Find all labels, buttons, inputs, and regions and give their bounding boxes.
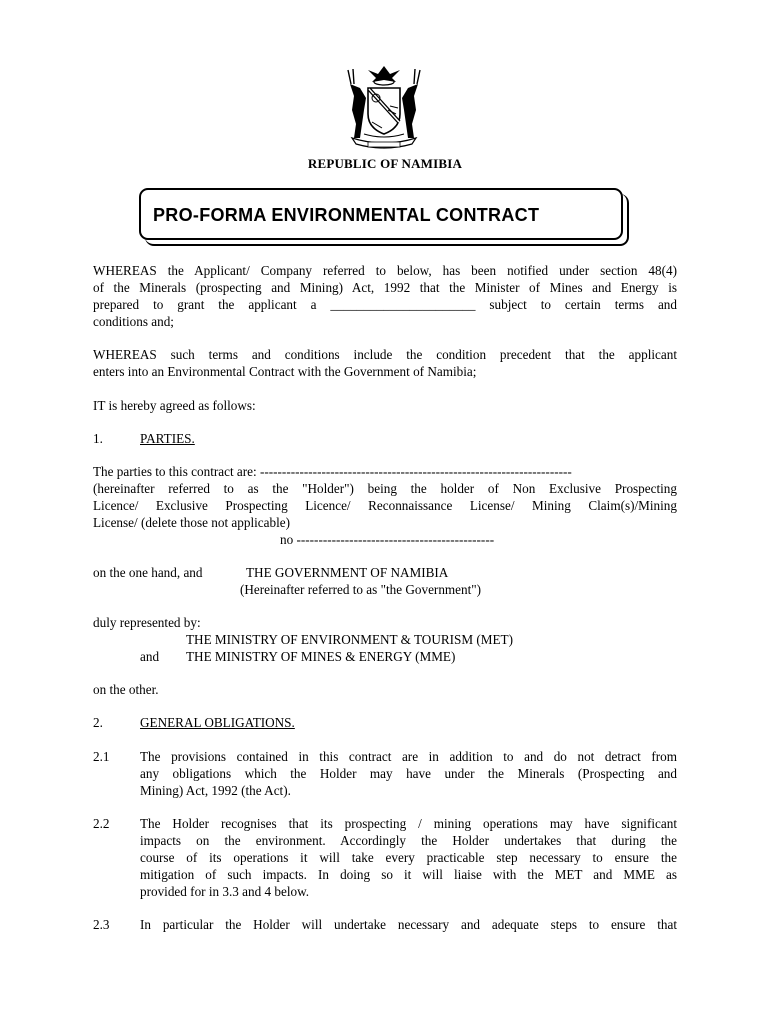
parties-line-3: Licence/ Exclusive Prospecting Licence/ Reconnaissance License/ Mining Claim(s)/Mining (93, 498, 677, 513)
agreed-statement: IT is hereby agreed as follows: (93, 398, 256, 413)
clause-2-1-line-2: any obligations which the Holder may have under the Minerals (Prospecting and (140, 766, 677, 781)
clause-2-2-line-3: course of its operations it will take every practicable step necessary to ensure the (140, 850, 677, 865)
clause-2-3-line-1: In particular the Holder will undertake necessary and adequate steps to ensure that (140, 917, 677, 932)
government-name: THE GOVERNMENT OF NAMIBIA (246, 565, 449, 580)
parties-number-line: no --------------------------------------------- (280, 532, 495, 547)
ministry-mme: THE MINISTRY OF MINES & ENERGY (MME) (186, 649, 456, 664)
duly-represented-text: duly represented by: (93, 615, 201, 630)
and-text: and (140, 649, 160, 664)
section-1-heading: PARTIES. (140, 431, 195, 446)
clause-2-3-number: 2.3 (93, 917, 110, 932)
section-1-number: 1. (93, 431, 103, 446)
parties-line-4: License/ (delete those not applicable) (93, 515, 290, 530)
ministry-met: THE MINISTRY OF ENVIRONMENT & TOURISM (MET) (186, 632, 514, 647)
clause-2-2-line-1: The Holder recognises that its prospecting / mining operations may have significant (140, 816, 677, 831)
clause-2-2-line-4: mitigation of such impacts. In doing so it will liaise with the MET and MME as (140, 867, 677, 882)
parties-line-1: The parties to this contract are: ----------------------------------------------------------------------- (93, 464, 572, 479)
section-2-heading: GENERAL OBLIGATIONS. (140, 715, 295, 730)
whereas-line-1: WHEREAS the Applicant/ Company referred to below, has been notified under section 48(4) (93, 263, 677, 278)
on-the-other-text: on the other. (93, 682, 159, 697)
whereas-line-4: conditions and; (93, 314, 174, 329)
clause-2-1-line-3: Mining) Act, 1992 (the Act). (140, 783, 291, 798)
republic-heading: REPUBLIC OF NAMIBIA (307, 156, 463, 171)
coat-of-arms-icon (338, 62, 430, 154)
whereas2-line-1: WHEREAS such terms and conditions include the condition precedent that the applicant (93, 347, 677, 362)
clause-2-2-number: 2.2 (93, 816, 110, 831)
whereas2-line-2: enters into an Environmental Contract with the Government of Namibia; (93, 364, 477, 379)
document-title: PRO-FORMA ENVIRONMENTAL CONTRACT (153, 205, 540, 225)
clause-2-2-line-5: provided for in 3.3 and 4 below. (140, 884, 310, 899)
clause-2-1-line-1: The provisions contained in this contract are in addition to and do not detract from (140, 749, 677, 764)
title-box (139, 188, 623, 240)
parties-line-2: (hereinafter referred to as the "Holder") being the holder of Non Exclusive Prospecting (93, 481, 677, 496)
whereas-line-3: prepared to grant the applicant a ______________________ subject to certain terms and (93, 297, 677, 312)
whereas-line-2: of the Minerals (prospecting and Mining) Act, 1992 that the Minister of Mines and Energy is (93, 280, 677, 295)
clause-2-2-line-2: impacts on the environment. Accordingly the Holder undertakes that during the (140, 833, 677, 848)
clause-2-1-number: 2.1 (93, 749, 110, 764)
one-hand-text: on the one hand, and (93, 565, 203, 580)
section-2-number: 2. (93, 715, 103, 730)
government-reference: (Hereinafter referred to as "the Government") (240, 582, 482, 597)
